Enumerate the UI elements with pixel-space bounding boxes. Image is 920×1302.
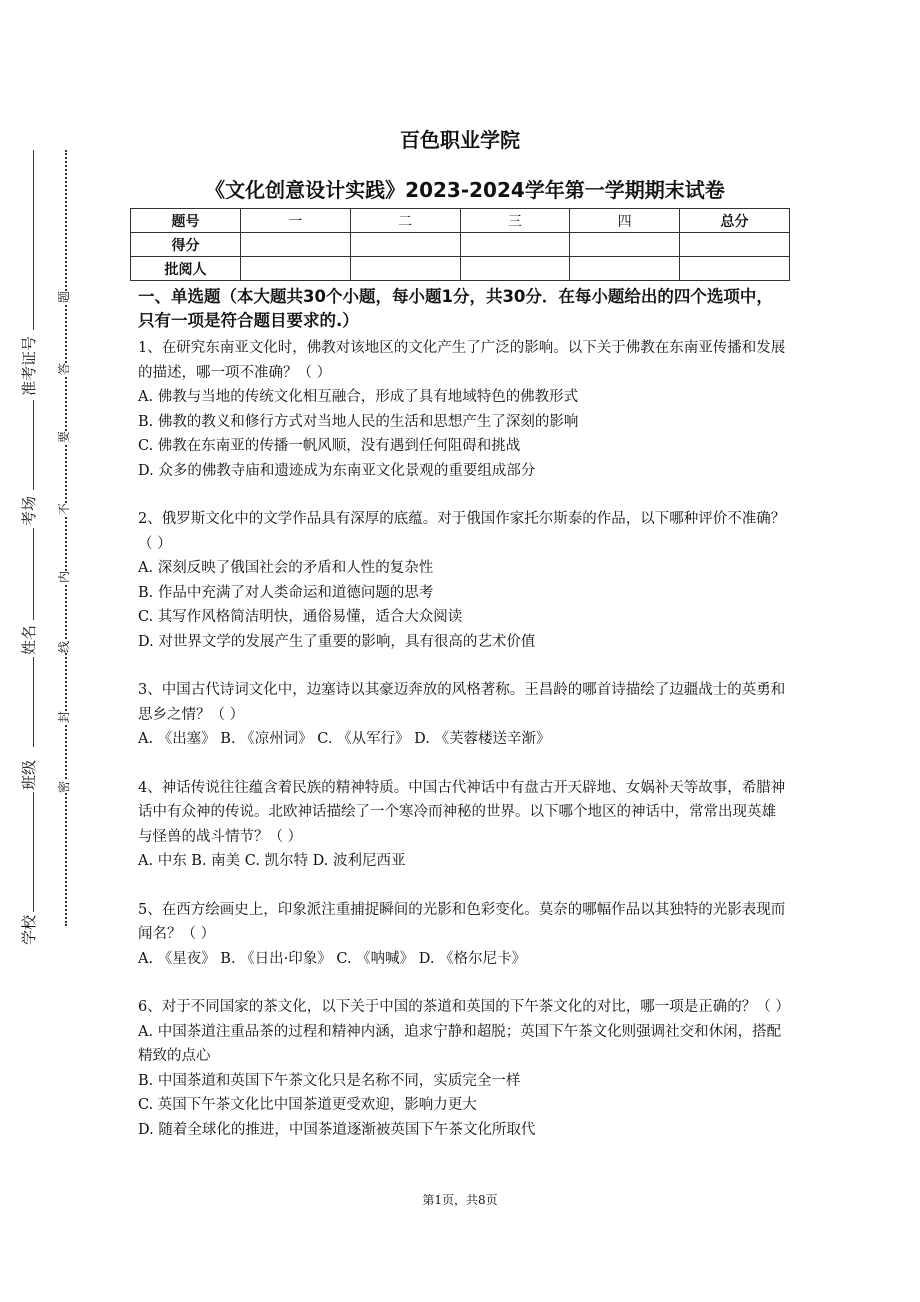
question-option: B. 佛教的教义和修行方式对当地人民的生活和思想产生了深刻的影响 [138,413,579,430]
exam-title: 《文化创意设计实践》2023-2024学年第一学期期末试卷 [205,178,725,202]
score-cell [460,257,570,281]
score-row-label: 得分 [131,233,241,257]
section-title: 一、单选题（本大题共30个小题，每小题1分，共30分．在每小题给出的四个选项中，只有一项是符合题目要求的.） [138,287,773,330]
score-cell [570,257,680,281]
answer-line [33,528,34,620]
seal-char: 封 [57,710,72,724]
score-cell [350,233,460,257]
answer-line [33,150,34,330]
seal-char: 线 [57,640,72,654]
answer-line [33,657,34,747]
question-stem: 3、中国古代诗词文化中，边塞诗以其豪迈奔放的风格著称。王昌龄的哪首诗描绘了边疆战士的英勇和思乡之情？（ ） [138,682,786,723]
question [138,898,788,972]
question-option: D. 众多的佛教寺庙和遗迹成为东南亚文化景观的重要组成部分 [138,462,536,479]
question [138,995,788,1142]
school-title: 百色职业学院 [400,128,520,152]
question-option: C. 佛教在东南亚的传播一帆风顺，没有遇到任何阻碍和挑战 [138,438,521,454]
question-options: A. 《出塞》 B. 《凉州词》 C. 《从军行》 D. 《芙蓉楼送辛渐》 [138,731,551,747]
question-option: B. 作品中充满了对人类命运和道德问题的思考 [138,584,434,601]
binding-margin [0,0,110,1302]
seal-char: 要 [57,430,72,444]
question-stem: 2、俄罗斯文化中的文学作品具有深厚的底蕴。对于俄国作家托尔斯泰的作品，以下哪种评价不准确？（ ） [138,511,786,552]
question [138,507,788,654]
score-cell [241,233,351,257]
question-option: C. 英国下午茶文化比中国茶道更受欢迎，影响力更大 [138,1097,477,1113]
answer-line [33,400,34,490]
answer-line [33,792,34,912]
score-header-cell: 总分 [680,209,790,233]
score-table-header-row [131,209,790,233]
question-option: B. 中国茶道和英国下午茶文化只是名称不同，实质完全一样 [138,1072,521,1089]
seal-line [65,150,67,926]
question-option: D. 随着全球化的推进，中国茶道逐渐被英国下午茶文化所取代 [138,1121,536,1138]
question-option: A. 中国茶道注重品茶的过程和精神内涵，追求宁静和超脱；英国下午茶文化则强调社交和休闲，搭配精致的点心 [138,1023,782,1064]
score-header-cell: 二 [350,209,460,233]
score-cell [241,257,351,281]
question-option: D. 对世界文学的发展产生了重要的影响，具有很高的艺术价值 [138,633,536,650]
seal-char: 密 [57,780,72,794]
question-options: A. 中东 B. 南美 C. 凯尔特 D. 波利尼西亚 [138,853,406,869]
score-table-row [131,233,790,257]
sidebar-label-exam-number: 准考证号 [20,335,38,396]
score-cell [680,233,790,257]
score-cell [570,233,680,257]
question [138,776,788,874]
question-stem: 5、在西方绘画史上，印象派注重捕捉瞬间的光影和色彩变化。莫奈的哪幅作品以其独特的光影表现而闻名？（ ） [138,901,786,942]
question-stem: 6、对于不同国家的茶文化，以下关于中国的茶道和英国的下午茶文化的对比，哪一项是正确的？（ ） [138,999,790,1015]
question-option: A. 佛教与当地的传统文化相互融合，形成了具有地域特色的佛教形式 [138,389,579,405]
sidebar-label-school: 学校 [20,914,38,945]
question-option: A. 深刻反映了俄国社会的矛盾和人性的复杂性 [138,560,434,576]
question [138,678,788,752]
page-number: 第1页，共8页 [422,1193,498,1207]
sidebar-label-class: 班级 [20,759,38,790]
seal-char: 答 [57,362,72,376]
score-cell [350,257,460,281]
seal-char: 题 [57,290,72,304]
question-options: A. 《星夜》 B. 《日出·印象》 C. 《呐喊》 D. 《格尔尼卡》 [138,950,527,967]
seal-char: 不 [57,502,72,516]
question-option: C. 其写作风格简洁明快，通俗易懂，适合大众阅读 [138,609,463,625]
exam-content [138,285,788,1166]
score-row-label: 批阅人 [131,257,241,281]
score-table-row [131,257,790,281]
score-header-cell: 题号 [131,209,241,233]
sidebar-label-name: 姓名 [20,624,38,655]
score-table [130,208,790,281]
question-stem: 4、神话传说往往蕴含着民族的精神特质。中国古代神话中有盘古开天辟地、女娲补天等故事，希腊神话中有众神的传说。北欧神话描绘了一个寒冷而神秘的世界。以下哪个地区的神话中，常常出现英雄与怪兽的战斗情节？（ ） [138,779,786,845]
score-cell [460,233,570,257]
question-stem: 1、在研究东南亚文化时，佛教对该地区的文化产生了广泛的影响。以下关于佛教在东南亚传播和发展的描述，哪一项不准确？（ ） [138,340,786,381]
question [138,336,788,483]
sidebar-label-exam-room: 考场 [20,495,38,526]
score-cell [680,257,790,281]
seal-char: 内 [57,570,72,584]
score-header-cell: 一 [241,209,351,233]
score-header-cell: 三 [460,209,570,233]
score-header-cell: 四 [570,209,680,233]
